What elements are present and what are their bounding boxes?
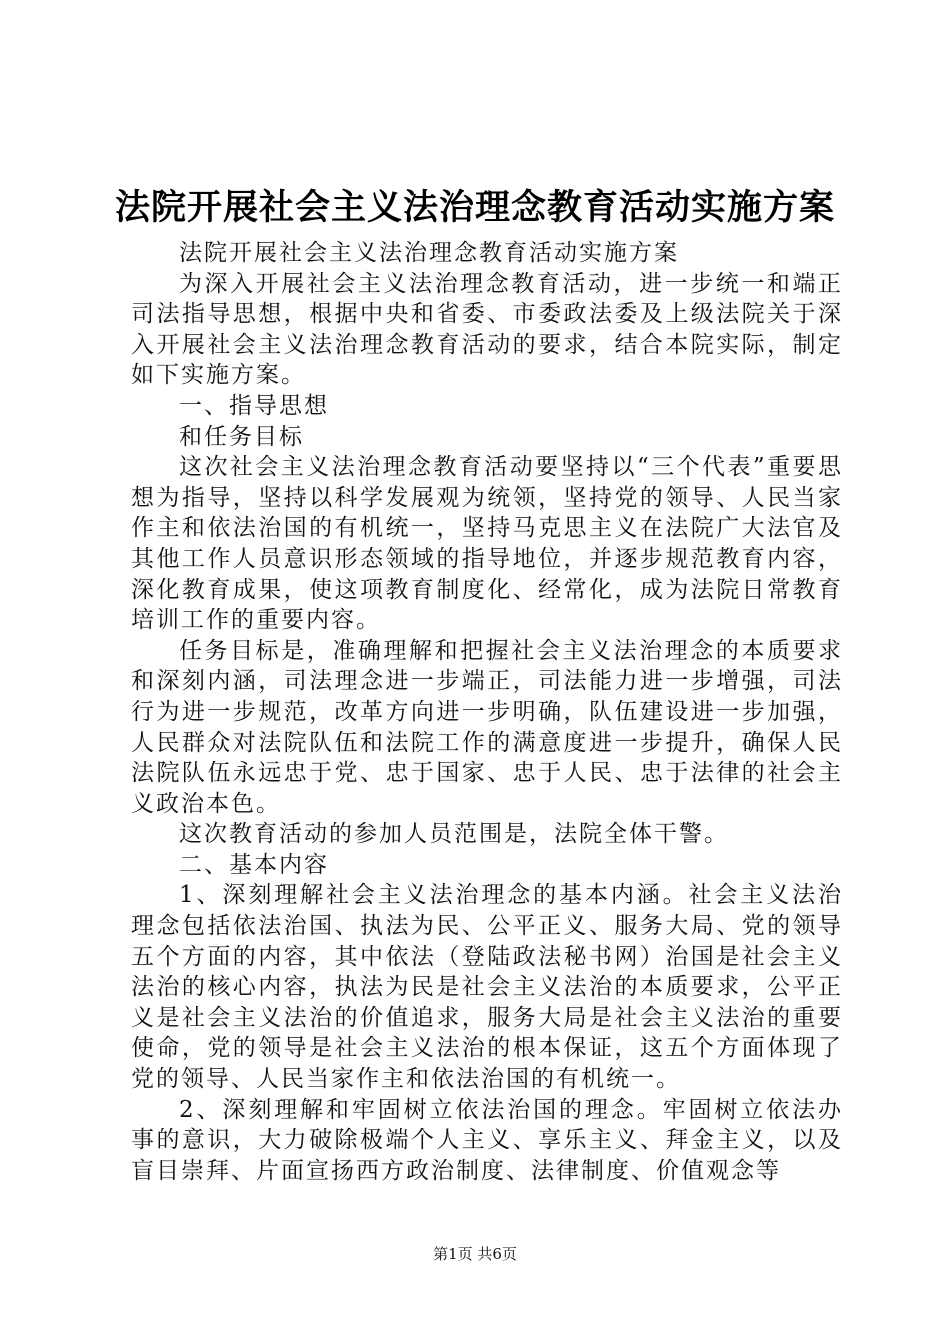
document-body [131,238,843,1186]
paragraph-task-goals: 任务目标是，准确理解和把握社会主义法治理念的本质要求和深刻内涵，司法理念进一步端正，司法能力进一步增强，司法行为进一步规范，改革方向进一步明确，队伍建设进一步加强，人民群众对法院队伍和法院工作的满意度进一步提升，确保人民法院队伍永远忠于党、忠于国家、忠于人民、忠于法律的社会主义政治本色。 [131,637,843,817]
page-number-footer: 第1页 共6页 [433,1245,517,1263]
section-heading-guiding-thought: 一、指导思想 [179,392,329,419]
paragraph-content-item-2: 2、深刻理解和牢固树立依法治国的理念。牢固树立依法办事的意识，大力破除极端个人主义、享乐主义、拜金主义，以及盲目崇拜、片面宣扬西方政治制度、法律制度、价值观念等 [131,1096,843,1184]
paragraph-guiding-thought: 这次社会主义法治理念教育活动要坚持以“三个代表”重要思想为指导，坚持以科学发展观为统领，坚持党的领导、人民当家作主和依法治国的有机统一，坚持马克思主义在法院广大法官及其他工作人员意识形态领域的指导地位，并逐步规范教育内容，深化教育成果，使这项教育制度化、经常化，成为法院日常教育培训工作的重要内容。 [131,454,843,634]
section-heading-task-goals: 和任务目标 [179,423,304,450]
document-title: 法院开展社会主义法治理念教育活动实施方案 [114,188,835,228]
paragraph-intro: 为深入开展社会主义法治理念教育活动，进一步统一和端正司法指导思想，根据中央和省委、市委政法委及上级法院关于深入开展社会主义法治理念教育活动的要求，结合本院实际，制定如下实施方案。 [131,270,843,389]
paragraph-subtitle: 法院开展社会主义法治理念教育活动实施方案 [179,240,679,266]
section-heading-basic-content: 二、基本内容 [179,851,329,878]
paragraph-participants: 这次教育活动的参加人员范围是，法院全体干警。 [179,821,729,848]
paragraph-content-item-1: 1、深刻理解社会主义法治理念的基本内涵。社会主义法治理念包括依法治国、执法为民、公平正义、服务大局、党的领导五个方面的内容，其中依法（登陆政法秘书网）治国是社会主义法治的核心内容，执法为民是社会主义法治的本质要求，公平正义是社会主义法治的价值追求，服务大局是社会主义法治的重要使命，党的领导是社会主义法治的根本保证，这五个方面体现了党的领导、人民当家作主和依法治国的有机统一。 [131,882,843,1093]
